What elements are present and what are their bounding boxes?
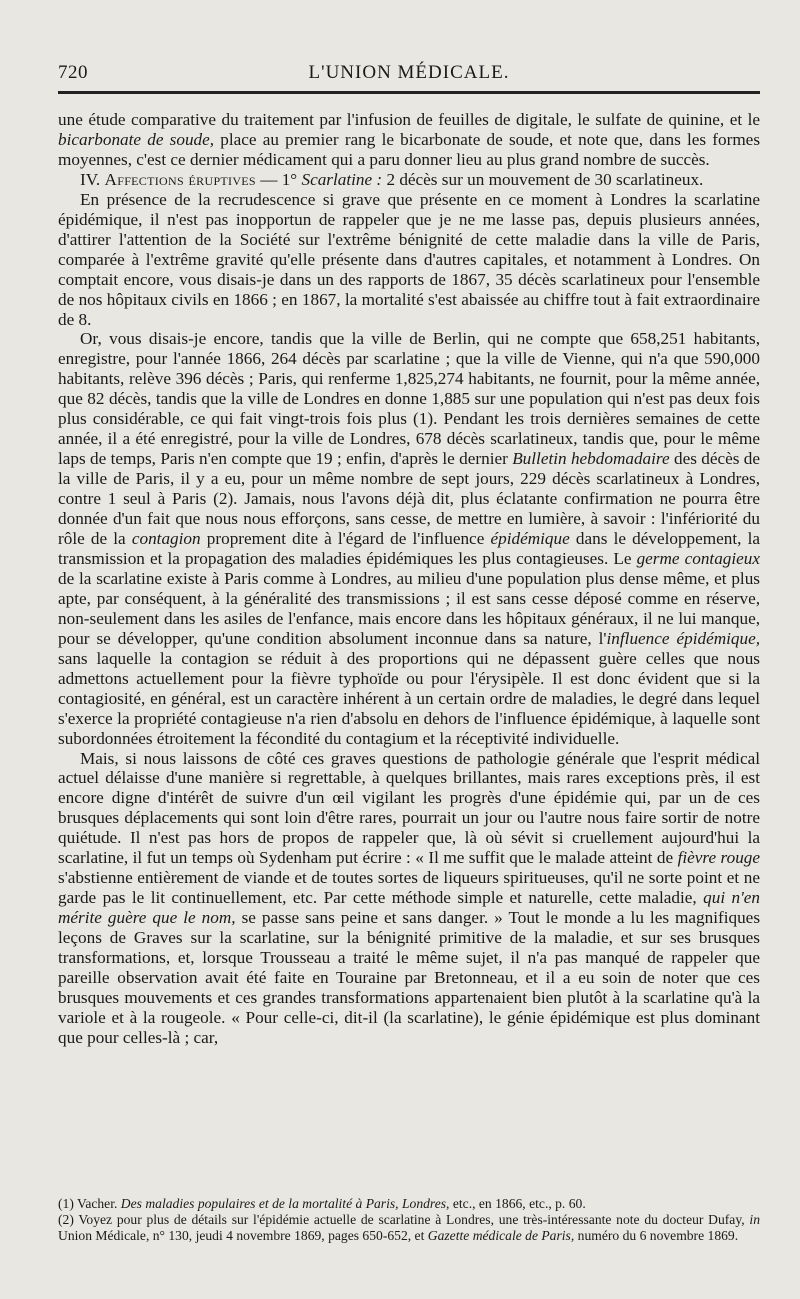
section-title: Affections éruptives <box>104 169 256 189</box>
section-heading-iv: IV. Affections éruptives — 1° Scarlatine : 2 décès sur un mouvement de 30 scarlatineux. <box>80 169 704 189</box>
page-number: 720 <box>58 62 88 83</box>
page-header <box>58 62 760 88</box>
paragraph-5: Mais, si nous laissons de côté ces graves questions de pathologie générale que l'esprit médical actuel délaisse d'une manière si regrettable, à quelques brillantes, mais rares exceptions près, il est encore digne d'intérêt de suivre d'un œil vigilant les progrès d'une épidémie qui, par un de ces brusques déplacements qui sont loin d'être rares, pourrait un jour ou l'autre nous faire sortir de notre quiétude. Il n'est pas hors de propos de rappeler que, là où sévit si cruellement aujourd'hui la scarlatine, il fut un temps où Sydenham put écrire : « Il me suffit que le malade atteint de fièvre rouge s'abstienne entièrement de viande et de toutes sortes de liqueurs spiritueuses, qu'il ne sorte point et ne garde pas le lit continuellement, etc. Par cette méthode simple et naturelle, cette maladie, qui n'en mérite guère que le nom, se passe sans peine et sans danger. » Tout le monde a lu les magnifiques leçons de Graves sur la scarlatine, sur la bénignité primitive de la maladie, et sur ses brusques transformations, et, lorsque Trousseau a traité le même sujet, il n'a pas manqué de rappeler que pareille observation avait été faite en Touraine par Bretonneau, et il a eu soin de noter que ces brusques mouvements et ces grandes transformations appartenaient bien plutôt à la scarlatine qu'à la variole et à la rougeole. « Pour celle-ci, dit-il (la scarlatine), le génie épidémique est plus dominant que pour celles-là ; car, <box>58 748 761 1047</box>
header-rule <box>58 91 760 94</box>
footnote-1: (1) Vacher. Des maladies populaires et de la mortalité à Paris, Londres, etc., en 1866, etc., p. 60. <box>58 1196 586 1211</box>
body-text <box>58 110 760 1048</box>
running-title: L'UNION MÉDICALE. <box>308 62 510 83</box>
paragraph-4: Or, vous disais-je encore, tandis que la ville de Berlin, qui ne compte que 658,251 habitants, enregistre, pour l'année 1866, 264 décès par scarlatine ; que la ville de Vienne, qui n'a que 590,000 habitants, relève 396 décès ; Paris, qui renferme 1,825,274 habitants, ne fournit, pour la même année, que 82 décès, tandis que la ville de Londres en donne 1,885 sur une population qui n'est pas deux fois plus considérable, ce qui fait vingt-trois fois plus (1). Pendant les trois dernières semaines de cette année, il a été enregistré, pour la ville de Londres, 678 décès scarlatineux, tandis que, pour le même laps de temps, Paris n'en compte que 19 ; enfin, d'après le dernier Bulletin hebdomadaire des décès de la ville de Paris, il y a eu, pour un même nombre de sept jours, 229 décès scarlatineux à Londres, contre 1 seul à Paris (2). Jamais, nous l'avons déjà dit, plus éclatante confirmation ne pourra être donnée d'un fait que nous nous efforçons, sans cesse, de mettre en lumière, à savoir : l'infériorité du rôle de la contagion proprement dite à l'égard de l'influence épidémique dans le développement, la transmission et la propagation des maladies épidémiques les plus contagieuses. Le germe contagieux de la scarlatine existe à Paris comme à Londres, au milieu d'une population plus dense même, et plus apte, par conséquent, à la généralité des transmissions ; il est sans cesse déposé comme en réserve, non-seulement dans les asiles de l'enfance, mais encore dans les hôpitaux généraux, il ne lui manque, pour se développer, qu'une condition absolument inconnue dans sa nature, l'influence épidémique, sans laquelle la contagion se réduit à des proportions qui ne dépassent guère celles que nous admettons actuellement pour la fièvre typhoïde ou pour l'érysipèle. Il est donc évident que si la contagiosité, en général, est un caractère inhérent à un certain ordre de maladies, le degré dans lequel s'exerce la propriété contagieuse n'a rien d'absolu en dehors de l'influence épidémique, à laquelle sont subordonnées étroitement la fécondité du contagium et la réceptivité individuelle. <box>58 329 761 748</box>
footnote-2: (2) Voyez pour plus de détails sur l'épidémie actuelle de scarlatine à Londres, une très-intéressante note du docteur Dufay, in Union Médicale, n° 130, jeudi 4 novembre 1869, pages 650-652, et Gazette médicale de Paris, numéro du 6 novembre 1869. <box>58 1212 760 1243</box>
paragraph-1: une étude comparative du traitement par l'infusion de feuilles de digitale, le sulfate de quinine, et le bicarbonate de soude, place au premier rang le bicarbonate de soude, et note que, dans les formes moyennes, c'est ce dernier médicament qui a paru donner lieu au plus grand nombre de succès. <box>58 110 761 169</box>
paragraph-3: En présence de la recrudescence si grave que présente en ce moment à Londres la scarlatine épidémique, il n'est pas inopportun de rappeler que je ne me lasse pas, depuis plusieurs années, d'attirer l'attention de la Société sur l'extrême bénignité de cette maladie dans la ville de Paris, comparée à l'extrême gravité qu'elle présente dans d'autres capitales, et notamment à Londres. On comptait encore, vous disais-je dans un des rapports de 1867, 35 décès scarlatineux pour l'ensemble de nos hôpitaux civils en 1866 ; en 1867, la mortalité s'est abaissée au chiffre tout à fait extraordinaire de 8. <box>58 189 760 329</box>
footnotes <box>58 1196 760 1244</box>
